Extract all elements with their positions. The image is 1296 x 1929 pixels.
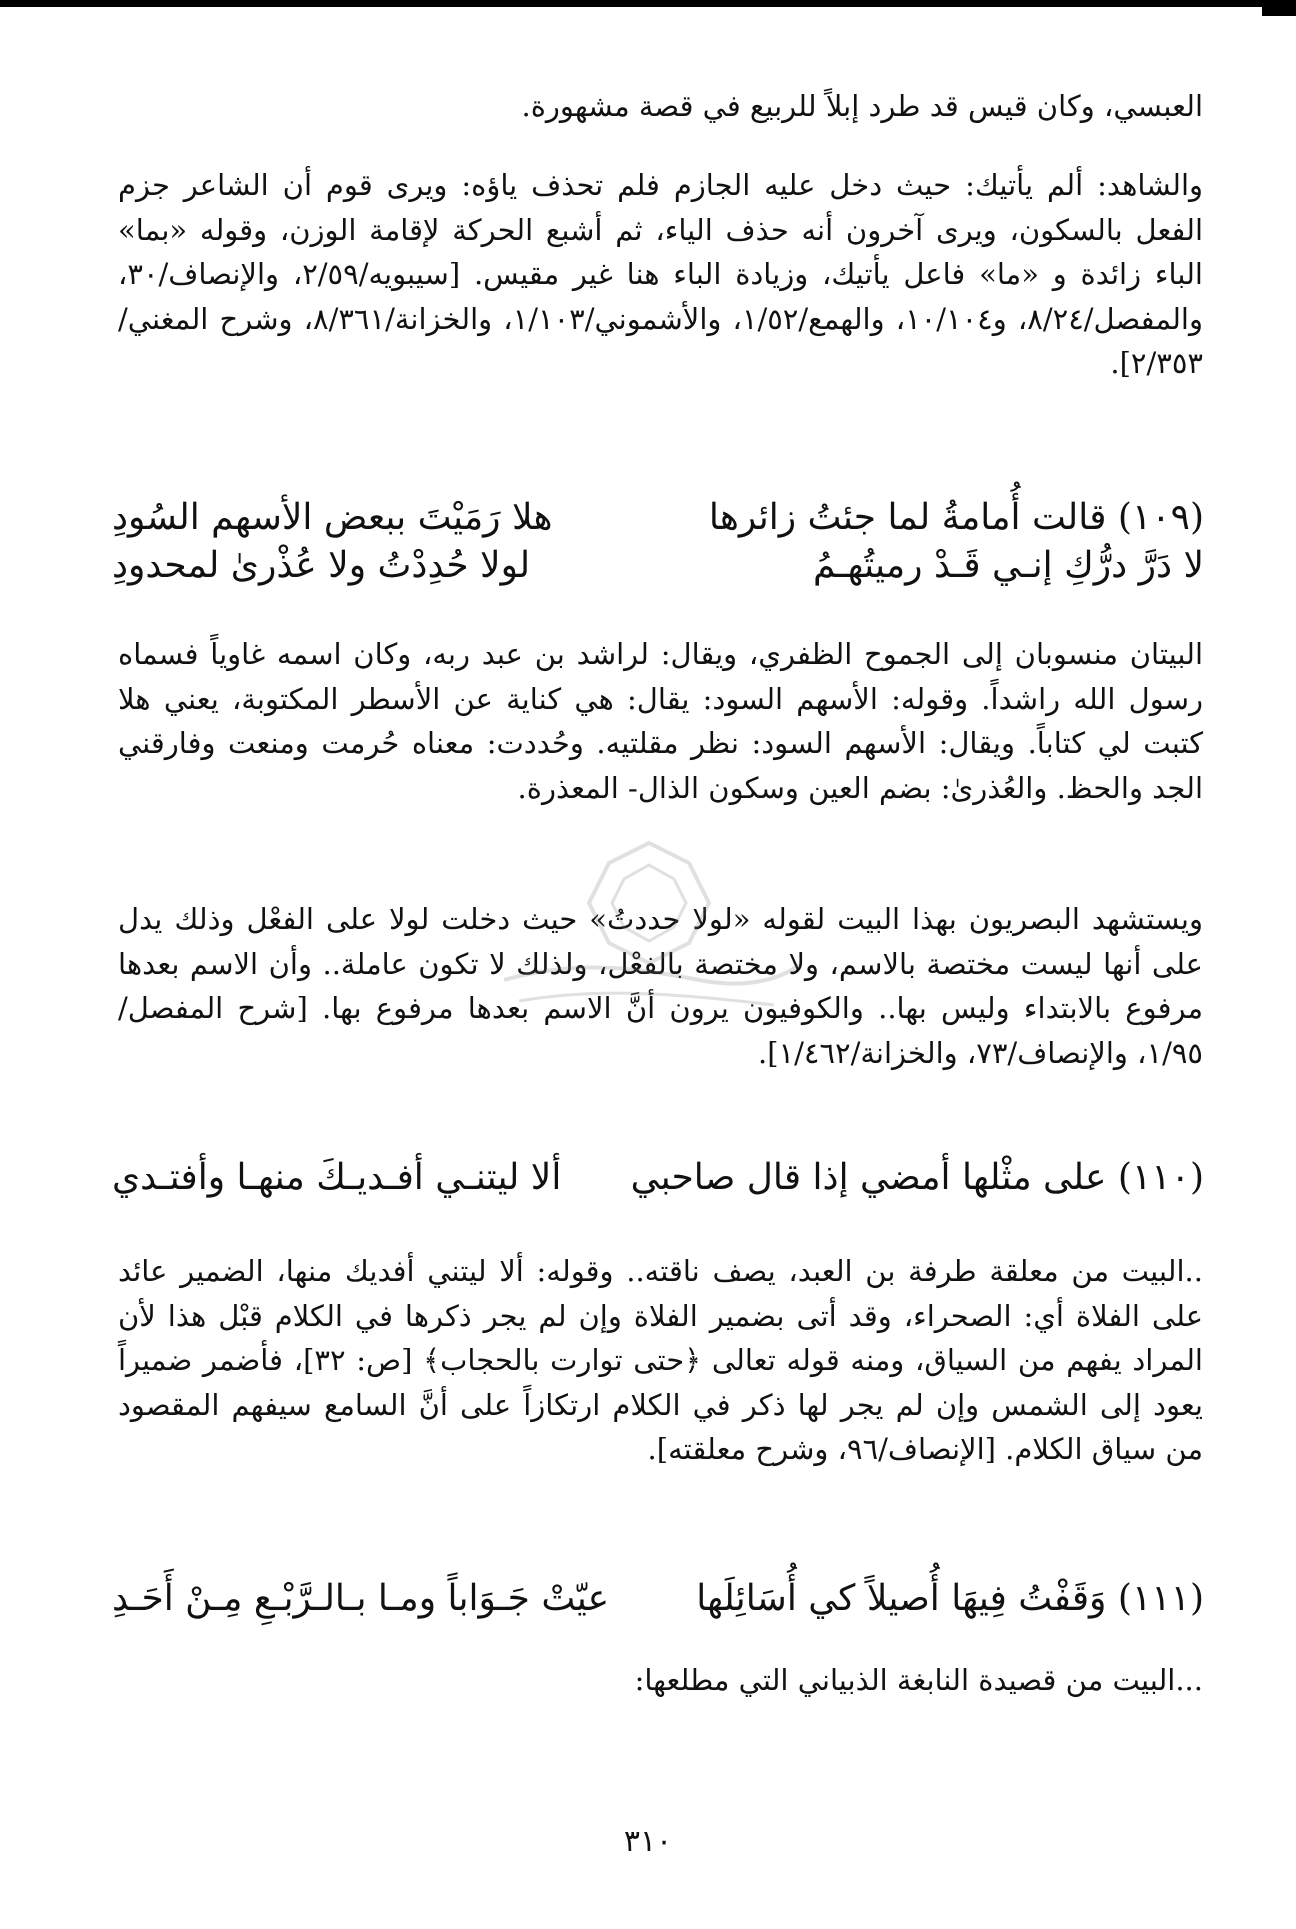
verse-109-line-1-left: هلا رَمَيْتَ ببعض الأسهم السُودِ	[112, 497, 553, 538]
verse-110-right: (١١٠) على مثْلها أمضي إذا قال صاحبي	[630, 1157, 1204, 1198]
commentary-paragraph-3: ويستشهد البصريون بهذا البيت لقوله «لولا حددتُ» حيث دخلت لولا على الفعْل وذلك يدل على أنها ليست مختصة بالاسم، ولا مختصة بالفعْل، ولذلك لا تكون عاملة.. وأن الاسم بعدها مرفوع بالابتداء وليس بها.. والكوفيون يرون أنَّ الاسم بعدها مرفوع بها. [شرح المفصل/١/٩٥، والإنصاف/٧٣، والخزانة/١/٤٦٢].	[118, 902, 1203, 1070]
commentary-paragraph-1: والشاهد: ألم يأتيك: حيث دخل عليه الجازم فلم تحذف ياؤه: ويرى قوم أن الشاعر جزم الفعل بالسكون، ويرى آخرون أنه حذف الياء، ثم أشبع الحركة لإقامة الوزن، وقوله «بما» الباء زائدة و «ما» فاعل يأتيك، وزيادة الباء هنا غير مقيس. [سيبويه/٢/٥٩، والإنصاف/٣٠، والمفصل/٨/٢٤، و١٠/١٠٤، والهمع/١/٥٢، والأشموني/١/١٠٣، والخزانة/٨/٣٦١، وشرح المغني/٢/٣٥٣].	[118, 168, 1203, 380]
commentary-paragraph-2: البيتان منسوبان إلى الجموح الظفري، ويقال: لراشد بن عبد ربه، وكان اسمه غاوياً فسماه رسول الله راشداً. وقوله: الأسهم السود: يقال: هي كناية عن الأسطر المكتوبة، يعني هلا كتبت لي كتاباً. ويقال: الأسهم السود: نظر مقلتيه. وحُددت: معناه حُرمت ومنعت وفارقني الجد والحظ. والعُذرىٰ: بضم العين وسكون الذال- المعذرة.	[118, 637, 1203, 805]
verse-109-line-1-right: (١٠٩) قالت أُمامةُ لما جئتُ زائرها	[708, 497, 1204, 538]
scan-top-edge	[0, 0, 1296, 7]
commentary-paragraph-4: ..البيت من معلقة طرفة بن العبد، يصف ناقته.. وقوله: ألا ليتني أفديك منها، الضمير عائد على الفلاة أي: الصحراء، وقد أتى بضمير الفلاة وإن لم يجر ذكرها في الكلام قبْل هذا لأن المراد يفهم من السياق، ومنه قوله تعالى ﴿حتى توارت بالحجاب﴾ [ص: ٣٢]، فأضمر ضميراً يعود إلى الشمس وإن لم يجر لها ذكر في الكلام ارتكازاً على أنَّ السامع سيفهم المقصود من سياق الكلام. [الإنصاف/٩٦، وشرح معلقته].	[118, 1254, 1203, 1466]
page-number: ٣١٠	[623, 1824, 673, 1859]
verse-111-right: (١١١) وَقَفْتُ فِيهَا أُصيلاً كي أُسَائِلَها	[696, 1578, 1204, 1619]
verse-111-left: عيّتْ جَـوَاباً ومـا بـالـرَّبْـعِ مِـنْ أَحَـدِ	[112, 1578, 610, 1619]
verse-109	[112, 494, 1204, 590]
verse-110-left: ألا ليتنـي أفـديـكَ منهـا وأفتـدي	[112, 1157, 562, 1198]
verse-111	[112, 1575, 1204, 1630]
commentary-paragraph-5: ...البيت من قصيدة النابغة الذبياني التي مطلعها:	[634, 1663, 1203, 1697]
opening-line: العبسي، وكان قيس قد طرد إبلاً للربيع في قصة مشهورة.	[521, 89, 1203, 123]
verse-109-line-2-right: لا دَرَّ درُّكِ إنـي قَـدْ رميتُهـمُ	[813, 545, 1204, 586]
scan-top-right-corner	[1262, 0, 1296, 16]
verse-110	[112, 1154, 1204, 1209]
verse-109-line-2-left: لولا حُدِدْتُ ولا عُذْرىٰ لمحدودِ	[112, 545, 531, 586]
